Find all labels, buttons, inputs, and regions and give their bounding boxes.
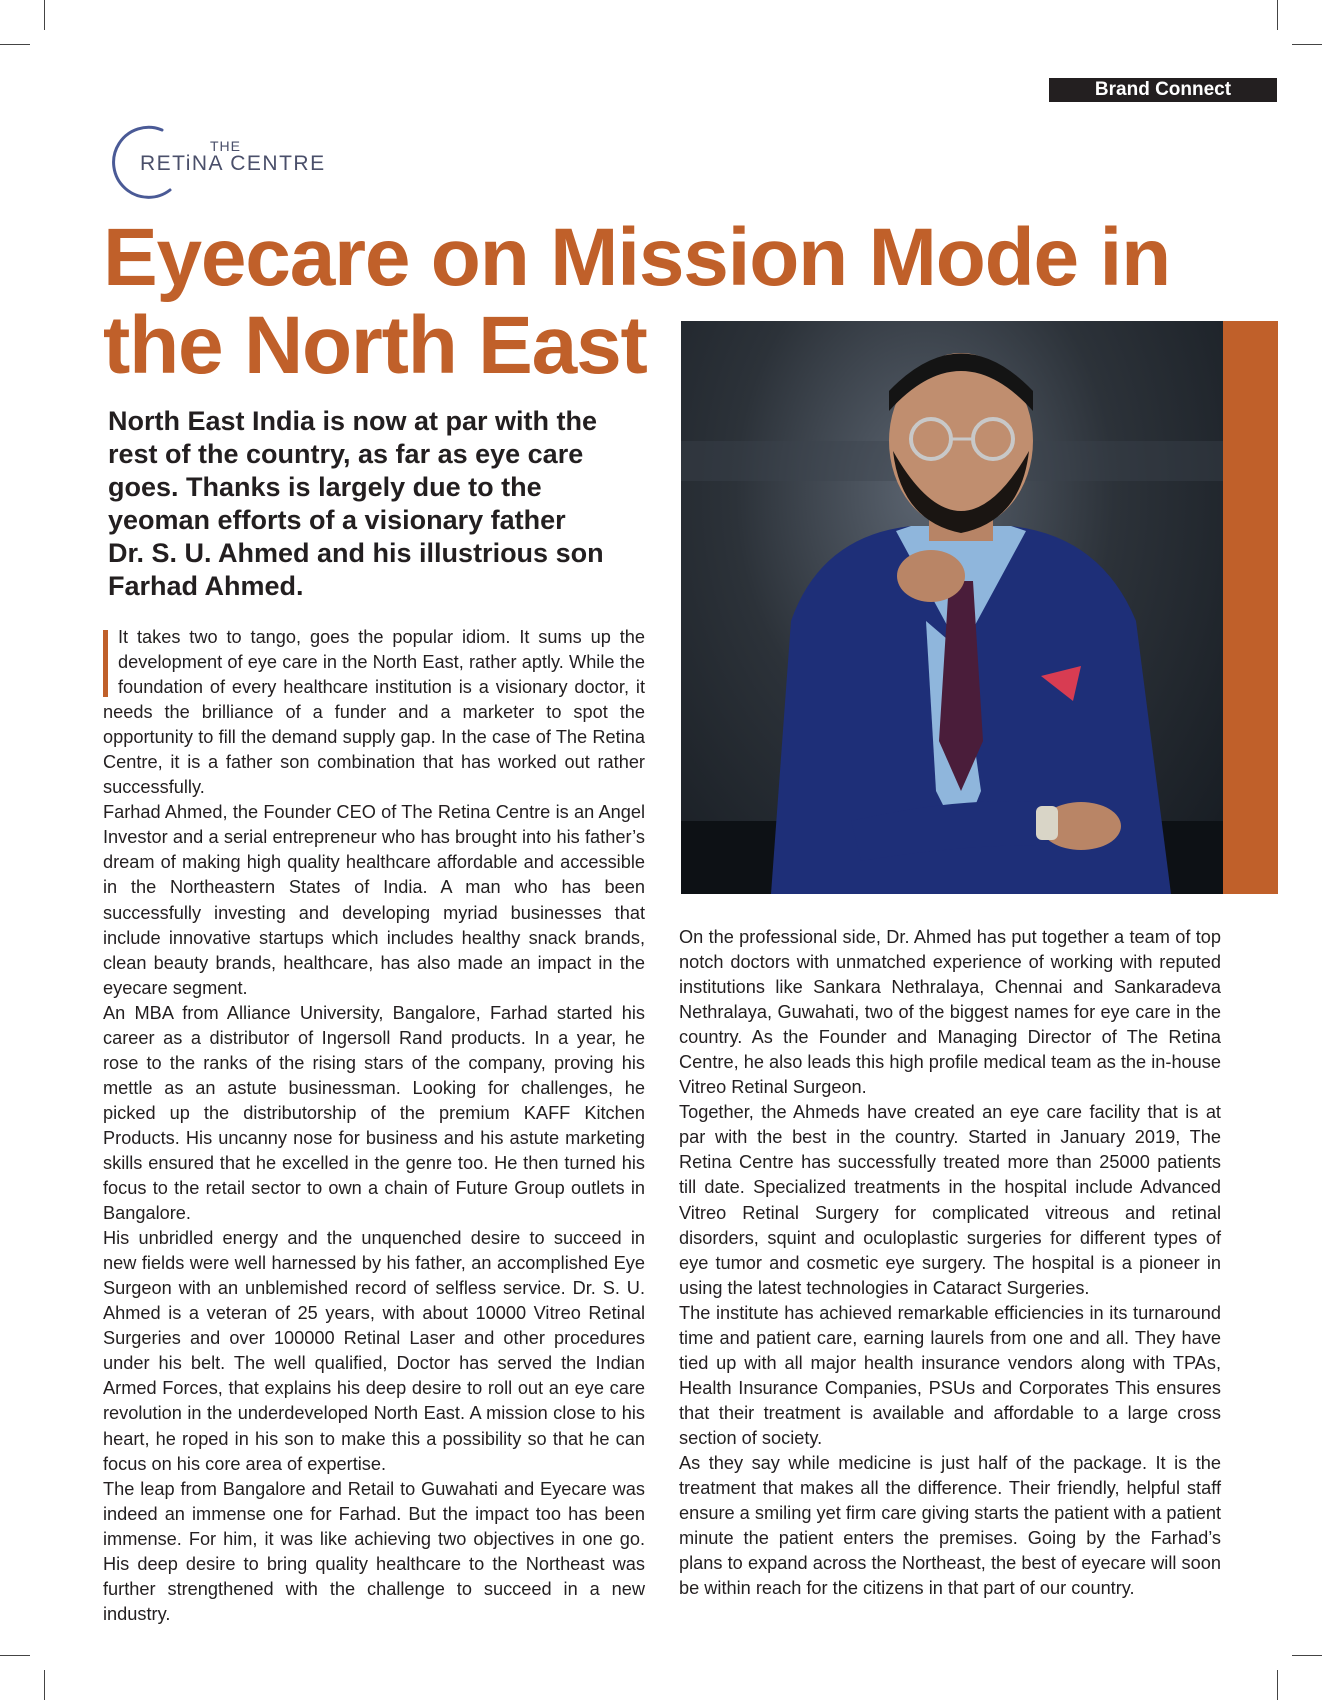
standfirst-line: goes. Thanks is largely due to the — [108, 472, 542, 502]
paragraph: As they say while medicine is just half of the package. It is the treatment that makes all the difference. Their friendly, helpful staff ensure a smiling yet firm care giving starts the patient with a patient minute the patient enters the premises. Going by the Farhad’s plans to expand across the Northeast, the best of eyecare will soon be within reach for the citizens in that part of our country. — [679, 1452, 1221, 1599]
photo-accent-bar — [1223, 321, 1278, 894]
crop-mark — [1277, 0, 1278, 30]
paragraph-text: It takes two to tango, goes the popular idiom. It sums up the development of eye care in the North East, rather aptly. While the foundation of every healthcare institution is a visionary doctor, it needs the brilliance of a funder and a marketer to spot the opportunity to fill the demand supply gap. In the case of The Retina Centre, it is a father son combination that has worked out rather successfully. — [103, 627, 645, 798]
standfirst-line: Farhad Ahmed. — [108, 571, 304, 601]
paragraph: Together, the Ahmeds have created an eye care facility that is at par with the best in the country. Started in January 2019, The Retina Centre has successfully treated more than 25000 patients till date. Specialized treatments in the hospital include Advanced Vitreo Retinal Surgery for complicated vitreous and retinal disorders, squint and oculoplastic surgeries for different types of eye tumor and cosmetic eye surgery. The hospital is a pioneer in using the latest technologies in Cataract Surgeries. — [679, 1102, 1221, 1298]
section-tag: Brand Connect — [1049, 78, 1277, 102]
crop-mark — [1277, 1670, 1278, 1700]
retina-centre-logo — [104, 124, 334, 204]
standfirst-line: Dr. S. U. Ahmed and his illustrious son — [108, 538, 604, 568]
left-column — [103, 625, 645, 1627]
logo-name: RETiNA CENTRE — [140, 152, 326, 175]
standfirst-line: rest of the country, as far as eye care — [108, 439, 584, 469]
standfirst-line: North East India is now at par with the — [108, 406, 598, 436]
paragraph: An MBA from Alliance University, Bangalore, Farhad started his career as a distributor of Ingersoll Rand products. In a year, he rose to the ranks of the rising stars of the company, proving his mettle as an astute businessman. Looking for challenges, he picked up the distributorship of the premium KAFF Kitchen Products. His uncanny nose for business and his astute marketing skills ensured that he excelled in the genre too. He then turned his focus to the retail sector to own a chain of Future Group outlets in Bangalore. — [103, 1002, 645, 1224]
headline-line: the North East — [103, 300, 647, 391]
drop-cap-bar — [103, 630, 108, 697]
portrait-illustration — [681, 321, 1223, 894]
standfirst-line: yeoman efforts of a visionary father — [108, 505, 566, 535]
logo-the: THE — [210, 138, 241, 154]
paragraph: On the professional side, Dr. Ahmed has put together a team of top notch doctors with unmatched experience of working with reputed institutions like Sankara Nethralaya, Chennai and Sankaradeva Nethralaya, Guwahati, two of the biggest names for eye care in the country. As the Founder and Managing Director of The Retina Centre, he also leads this high profile medical team as the in-house Vitreo Retinal Surgeon. — [679, 927, 1221, 1098]
headline-line: Eyecare on Mission Mode in — [103, 212, 1170, 303]
crop-mark — [1292, 1655, 1322, 1656]
portrait-photo — [681, 321, 1223, 894]
paragraph: The leap from Bangalore and Retail to Guwahati and Eyecare was indeed an immense one for Farhad. But the impact too has been immense. For him, it was like achieving two objectives in one go. His deep desire to bring quality healthcare to the Northeast was further strengthened with the challenge to succeed in a new industry. — [103, 1478, 645, 1624]
crop-mark — [44, 1670, 45, 1700]
paragraph: The institute has achieved remarkable efficiencies in its turnaround time and patient care, earning laurels from one and all. They have tied up with all major health insurance vendors along with TPAs, Health Insurance Companies, PSUs and Corporates This ensures that their treatment is available and affordable to a large cross section of society. — [679, 1302, 1221, 1448]
paragraph — [103, 625, 645, 800]
standfirst — [108, 405, 648, 603]
paragraph: His unbridled energy and the unquenched desire to succeed in new fields were well harnessed by his father, an accomplished Eye Surgeon with an unblemished record of selfless service. Dr. S. U. Ahmed is a veteran of 25 years, with about 10000 Vitreo Retinal Surgeries and over 100000 Retinal Laser and other procedures under his belt. The well qualified, Doctor has served the Indian Armed Forces, that explains his deep desire to roll out an eye care revolution in the underdeveloped North East. A mission close to his heart, he roped in his son to make this a possibility so that he can focus on his core area of expertise. — [103, 1228, 645, 1474]
paragraph: Farhad Ahmed, the Founder CEO of The Retina Centre is an Angel Investor and a serial entrepreneur who has brought into his father’s dream of making high quality healthcare affordable and accessible in the Northeastern States of India. A man who has been successfully investing and developing myriad businesses that include innovative startups which includes healthy snack brands, clean beauty brands, healthcare, has also made an impact in the eyecare segment. — [103, 802, 645, 998]
crop-mark — [44, 0, 45, 30]
crop-mark — [0, 44, 30, 45]
crop-mark — [1292, 44, 1322, 45]
crop-mark — [0, 1655, 30, 1656]
right-column — [679, 925, 1221, 1601]
